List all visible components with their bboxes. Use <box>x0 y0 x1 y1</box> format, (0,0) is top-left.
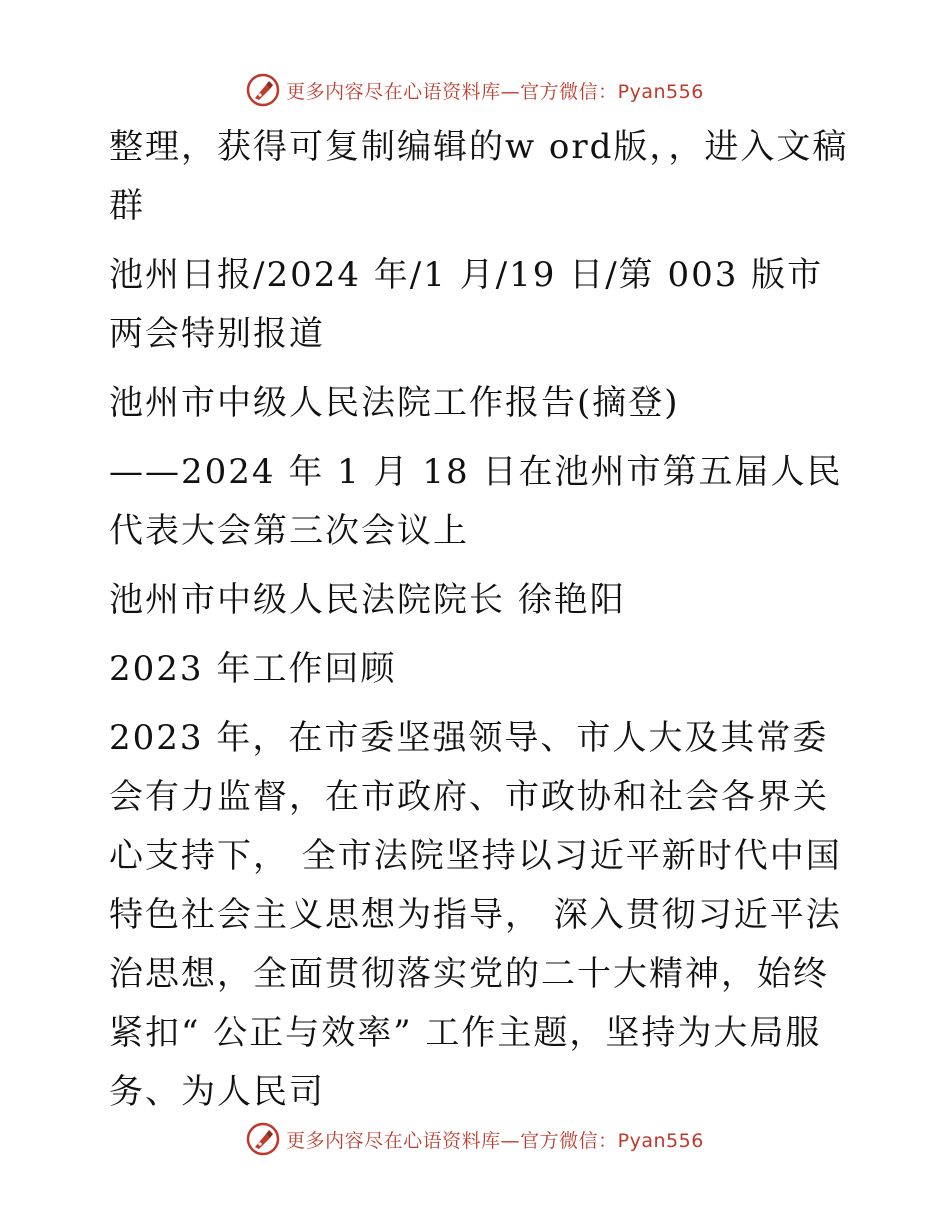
document-subtitle: ——2024 年 1 月 18 日在池州市第五届人民代表大会第三次会议上 <box>109 452 843 551</box>
pen-nib-logo-icon <box>246 1122 280 1156</box>
footer-banner <box>0 1119 950 1159</box>
footer-banner-text: 更多内容尽在心语资料库—官方微信：Pyan556 <box>286 1129 704 1152</box>
document-title: 池州市中级人民法院工作报告(摘登) <box>109 383 680 423</box>
author-line: 池州市中级人民法院院长 徐艳阳 <box>109 580 626 620</box>
document-body <box>97 118 857 1132</box>
body-paragraph: 2023 年，在市委坚强领导、市人大及其常委会有力监督，在市政府、市政协和社会各界关心支持下， 全市法院坚持以习近平新时代中国特色社会主义思想为指导， 深入贯彻习近平法治思想，全面贯彻落实党的二十大精神，始终紧扣“ 公正与效率” 工作主题，坚持为大局服务、为人民司 <box>109 718 842 1112</box>
header-banner <box>0 70 950 110</box>
section-heading: 2023 年工作回顾 <box>109 649 397 689</box>
pen-nib-logo-icon <box>246 73 280 107</box>
header-banner-text: 更多内容尽在心语资料库—官方微信：Pyan556 <box>286 80 704 103</box>
paragraph-intro: 整理，获得可复制编辑的w ord版，，进入文稿群 <box>109 127 849 226</box>
paragraph-source: 池州日报/2024 年/1 月/19 日/第 003 版市两会特别报道 <box>109 255 824 354</box>
